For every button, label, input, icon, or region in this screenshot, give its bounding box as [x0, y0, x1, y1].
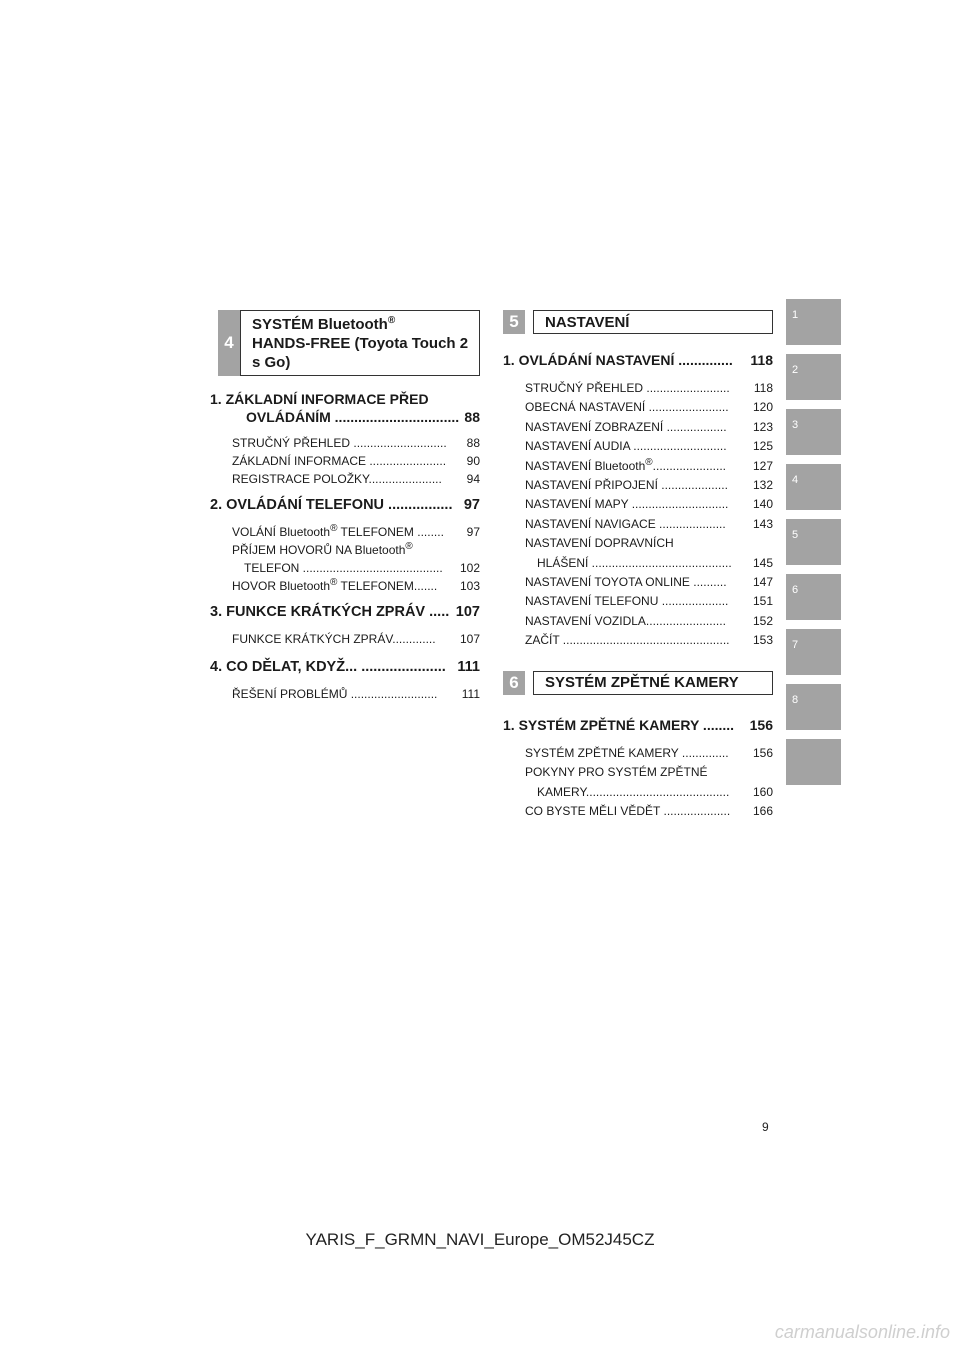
- chapter-title[interactable]: 1. ZÁKLADNÍ INFORMACE PŘED OVLÁDÁNÍM ................................ 88: [210, 391, 480, 425]
- side-tab-1[interactable]: 1: [786, 299, 841, 345]
- toc-item[interactable]: REGISTRACE POLOŽKY...................... 94: [232, 472, 480, 486]
- chapter-title[interactable]: 3. FUNKCE KRÁTKÝCH ZPRÁV ..... 107: [210, 604, 480, 620]
- toc-item[interactable]: STRUČNÝ PŘEHLED ............................ 88: [232, 436, 480, 450]
- section-title-line2: HANDS-FREE (Toyota Touch 2: [252, 335, 469, 352]
- toc-item[interactable]: SYSTÉM ZPĚTNÉ KAMERY .............. 156: [525, 745, 773, 760]
- section-title-line1: SYSTÉM Bluetooth: [252, 316, 388, 333]
- chapter-2: [210, 496, 480, 595]
- section-number: 4: [218, 310, 240, 376]
- toc-item[interactable]: NASTAVENÍ TELEFONU .................... 151: [525, 594, 773, 609]
- side-tab-3[interactable]: 3: [786, 409, 841, 455]
- section-6-header: [503, 671, 773, 695]
- side-tab-index[interactable]: [786, 739, 841, 785]
- toc-item[interactable]: ZÁKLADNÍ INFORMACE ....................... 90: [232, 454, 480, 468]
- side-tab-6[interactable]: 6: [786, 574, 841, 620]
- side-tab-8[interactable]: 8: [786, 684, 841, 730]
- toc-item[interactable]: NASTAVENÍ PŘIPOJENÍ .................... 132: [525, 478, 773, 493]
- toc-item[interactable]: NASTAVENÍ ZOBRAZENÍ .................. 123: [525, 419, 773, 434]
- section-title-box: SYSTÉM Bluetooth® HANDS-FREE (Toyota Touch 2 s Go): [240, 310, 480, 376]
- toc-item[interactable]: POKYNY PRO SYSTÉM ZPĚTNÉ KAMERY........................................... 160: [525, 765, 773, 799]
- toc-item[interactable]: NASTAVENÍ DOPRAVNÍCH HLÁŠENÍ .......................................... 145: [525, 536, 773, 570]
- toc-item[interactable]: CO BYSTE MĚLI VĚDĚT .................... 166: [525, 803, 773, 818]
- toc-list: [525, 744, 773, 822]
- toc-item[interactable]: STRUČNÝ PŘEHLED ......................... 118: [525, 381, 773, 395]
- section-title-box: NASTAVENÍ: [533, 310, 773, 334]
- watermark: carmanualsonline.info: [774, 1322, 950, 1342]
- toc-item[interactable]: ŘEŠENÍ PROBLÉMŮ .......................... 111: [232, 687, 480, 701]
- toc-item[interactable]: OBECNÁ NASTAVENÍ ........................ 120: [525, 400, 773, 415]
- toc-list: [525, 379, 773, 651]
- toc-item[interactable]: NASTAVENÍ TOYOTA ONLINE .......... 147: [525, 575, 773, 590]
- section-5-header: [503, 310, 773, 334]
- section-title-box: SYSTÉM ZPĚTNÉ KAMERY: [533, 671, 773, 695]
- side-tab-4[interactable]: 4: [786, 464, 841, 510]
- toc-item[interactable]: NASTAVENÍ NAVIGACE .................... 143: [525, 516, 773, 531]
- page-number: 88: [464, 409, 480, 425]
- toc-item[interactable]: NASTAVENÍ AUDIA ............................ 125: [525, 439, 773, 454]
- section-title-line3: s Go): [252, 354, 291, 371]
- toc-item[interactable]: NASTAVENÍ Bluetooth®...................... 127: [525, 456, 773, 473]
- right-column: [503, 310, 773, 821]
- section-4-header: [218, 310, 480, 376]
- page-number: 9: [762, 1120, 769, 1134]
- chapter-title[interactable]: 4. CO DĚLAT, KDYŽ... ..................... 111: [210, 659, 480, 675]
- toc-item[interactable]: VOLÁNÍ Bluetooth® TELEFONEM ........ 97: [232, 523, 480, 539]
- chapter-title[interactable]: 1. OVLÁDÁNÍ NASTAVENÍ .............. 118: [503, 352, 773, 368]
- chapter-title[interactable]: 1. SYSTÉM ZPĚTNÉ KAMERY ........ 156: [503, 716, 773, 733]
- chapter-1: [210, 390, 480, 488]
- left-column: [210, 310, 480, 703]
- chapter-3: [210, 603, 480, 648]
- side-tab-5[interactable]: 5: [786, 519, 841, 565]
- toc-item[interactable]: HOVOR Bluetooth® TELEFONEM....... 103: [232, 577, 480, 593]
- section-number: 6: [503, 671, 525, 695]
- toc-item[interactable]: FUNKCE KRÁTKÝCH ZPRÁV............. 107: [232, 632, 480, 646]
- toc-item[interactable]: NASTAVENÍ VOZIDLA........................ 152: [525, 613, 773, 628]
- toc-item[interactable]: PŘÍJEM HOVORŮ NA Bluetooth® TELEFON .......................................... 102: [232, 541, 480, 575]
- chapter-title[interactable]: 2. OVLÁDÁNÍ TELEFONU ................ 97: [210, 497, 480, 513]
- side-tab-2[interactable]: 2: [786, 354, 841, 400]
- side-tab-7[interactable]: 7: [786, 629, 841, 675]
- toc-item[interactable]: NASTAVENÍ MAPY ............................. 140: [525, 497, 773, 512]
- toc-item[interactable]: ZAČÍT .................................................. 153: [525, 633, 773, 648]
- section-number: 5: [503, 310, 525, 334]
- chapter-4: [210, 658, 480, 703]
- document-footer: YARIS_F_GRMN_NAVI_Europe_OM52J45CZ: [305, 1230, 655, 1249]
